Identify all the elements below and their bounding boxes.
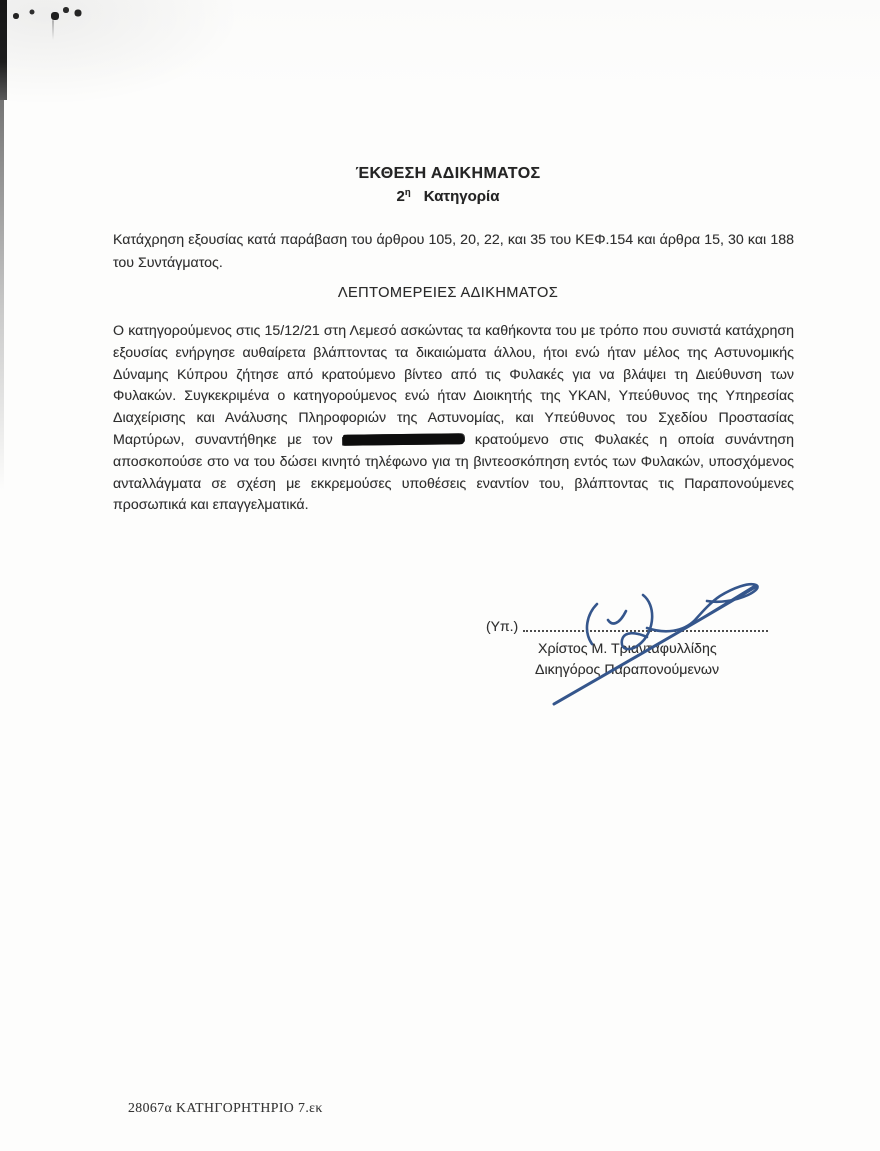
signature-block [450, 570, 790, 730]
pen-streak-mark [52, 20, 54, 40]
category-ordinal-suffix: η [404, 187, 411, 198]
category-number: 2 [396, 188, 405, 205]
law-reference-paragraph: Κατάχρηση εξουσίας κατά παράβαση του άρθρου 105, 20, 22, και 35 του ΚΕΦ.154 και άρθρα 15, 30 και 188 του Συντάγματος. [113, 232, 794, 271]
signatory-role: Δικηγόρος Παραπονούμενων [535, 662, 720, 678]
signatory-name: Χρίστος Μ. Τριανταφυλλίδης [538, 641, 717, 657]
signature-label: (Υπ.) [486, 618, 519, 634]
document-title: ΈΚΘΕΣΗ ΑΔΙΚΗΜΑΤΟΣ [355, 165, 541, 182]
scan-edge-shadow-dark [0, 0, 7, 100]
details-section-heading: ΛΕΠΤΟΜΕΡΕΙΕΣ ΑΔΙΚΗΜΑΤΟΣ [337, 285, 559, 301]
footer-file-reference: 28067α ΚΑΤΗΓΟΡΗΤΗΡΙΟ 7.εκ [128, 1100, 323, 1115]
handwritten-signature-ink [450, 570, 790, 730]
category-subtitle [16, 187, 880, 205]
details-text-before-redaction: Ο κατηγορούμενος στις 15/12/21 στη Λεμεσό ασκώντας τα καθήκοντα του με τρόπο που συνιστά κατάχρηση εξουσίας ενήργησε αυθαίρετα βλάπτοντας τα δικαιώματα άλλου, ήτοι ενώ ήταν μέλος της Αστυνομικής Δύναμης Κύπρου ζήτησε από κρατούμενο βίντεο από τις Φυλακές για να βλάψει τη Διεύθυνση των Φυλακών. Συγκεκριμένα ο κατηγορούμενος ενώ ήταν Διοικητής της ΥΚΑΝ, Υπεύθυνος της Υπηρεσίας Διαχείρισης και Ανάλυσης Πληροφοριών της Αστυνομίας, και Υπεύθυνος του Σχεδίου Προστασίας Μαρτύρων, συναντήθηκε με τον [113, 323, 794, 448]
scan-edge-shadow-fade [0, 100, 4, 490]
redaction-bar [343, 433, 464, 445]
staple-pen-marks [10, 6, 12, 8]
offence-details-paragraph [113, 321, 794, 517]
title-block [16, 165, 880, 205]
details-text-after-redaction: κρατούμενο στις Φυλακές η οποία συνάντηση αποσκοπούσε στο να του δώσει κινητό τηλέφωνο για τη βιντεοσκόπηση εντός των Φυλακών, υποσχόμενος ανταλλάγματα σε σχέση με εκκρεμούσες υποθέσεις εναντίον του, βλάπτοντας τις Παραπονούμενες προσωπικά και επαγγελματικά. [113, 431, 794, 514]
category-label: Κατηγορία [423, 188, 500, 205]
